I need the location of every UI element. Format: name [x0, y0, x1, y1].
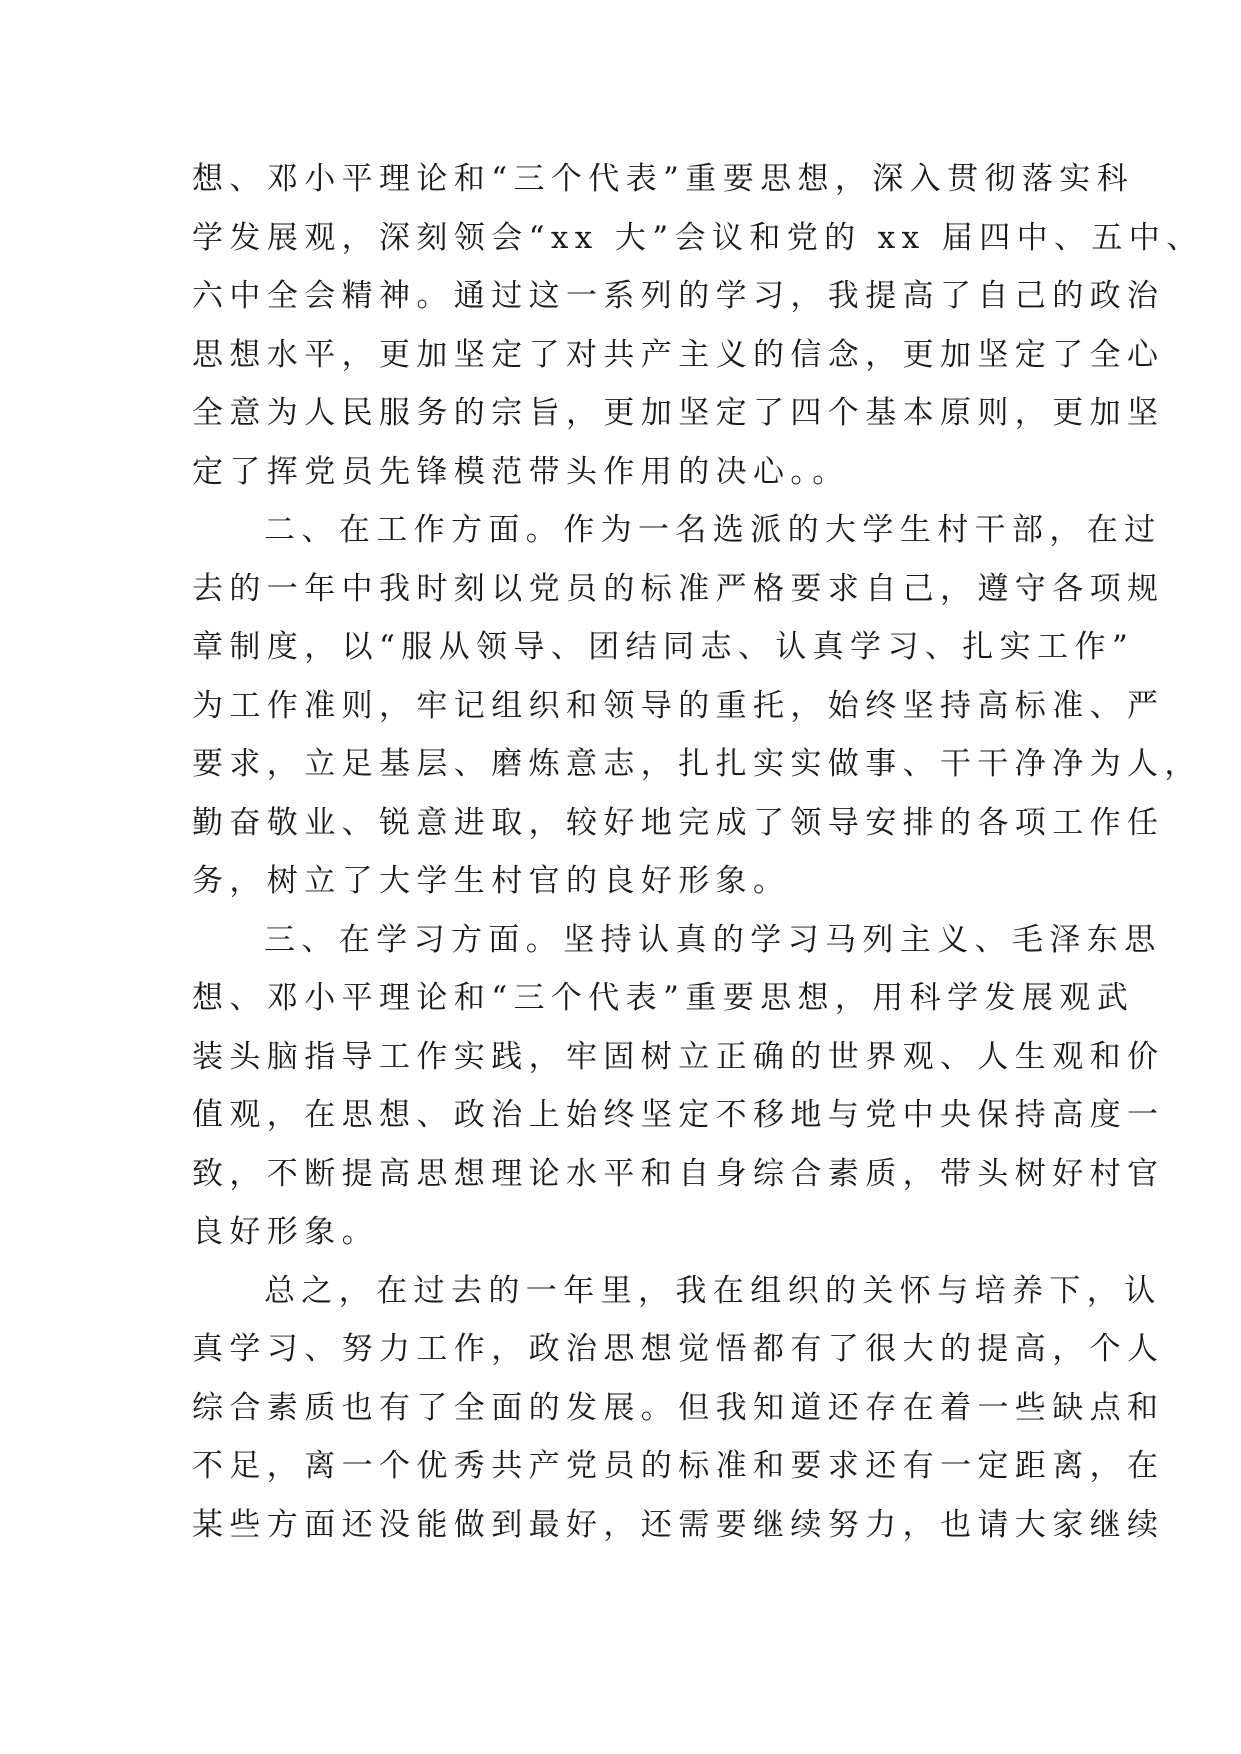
text-line: 某些方面还没能做到最好，还需要继续努力，也请大家继续: [192, 1506, 1165, 1543]
body-text: [192, 150, 1204, 1554]
text-line: 为工作准则，牢记组织和领导的重托，始终坚持高标准、严: [192, 687, 1165, 724]
paragraph-first-line: 二、在工作方面。作为一名选派的大学生村干部，在过: [264, 512, 1162, 548]
text-line: 六中全会精神。通过这一系列的学习，我提高了自己的政治: [192, 278, 1165, 314]
text-line: 综合素质也有了全面的发展。但我知道还存在着一些缺点和: [192, 1389, 1165, 1426]
text-line: 定了挥党员先锋模范带头作用的决心。。: [192, 453, 850, 490]
text-line: 学发展观，深刻领会“xx 大”会议和党的 xx 届四中、五中、: [192, 219, 1204, 256]
text-line: 良好形象。: [192, 1214, 379, 1250]
text-line: 真学习、努力工作，政治思想觉悟都有了很大的提高，个人: [192, 1331, 1165, 1367]
paragraph-first-line: 三、在学习方面。坚持认真的学习马列主义、毛泽东思: [264, 921, 1162, 958]
text-line: 全意为人民服务的宗旨，更加坚定了四个基本原则，更加坚: [192, 395, 1165, 431]
text-line: 不足，离一个优秀共产党员的标准和要求还有一定距离，在: [192, 1448, 1165, 1484]
paragraph-first-line: 总之，在过去的一年里，我在组织的关怀与培养下，认: [264, 1272, 1162, 1309]
text-line: 去的一年中我时刻以党员的标准严格要求自己，遵守各项规: [192, 570, 1165, 607]
text-line: 装头脑指导工作实践，牢固树立正确的世界观、人生观和价: [192, 1038, 1165, 1075]
text-line: 要求，立足基层、磨炼意志，扎扎实实做事、干干净净为人，: [192, 746, 1202, 782]
text-line: 值观，在思想、政治上始终坚定不移地与党中央保持高度一: [192, 1097, 1165, 1133]
text-line: 勤奋敬业、锐意进取，较好地完成了领导安排的各项工作任: [192, 804, 1165, 841]
text-line: 思想水平，更加坚定了对共产主义的信念，更加坚定了全心: [192, 336, 1165, 373]
text-line: 致，不断提高思想理论水平和自身综合素质，带头树好村官: [192, 1155, 1165, 1192]
text-line: 章制度，以“服从领导、团结同志、认真学习、扎实工作”: [192, 629, 1135, 665]
text-line: 想、邓小平理论和“三个代表”重要思想，深入贯彻落实科: [192, 161, 1135, 197]
text-line: 想、邓小平理论和“三个代表”重要思想，用科学发展观武: [192, 980, 1135, 1016]
text-line: 务，树立了大学生村官的良好形象。: [192, 863, 791, 899]
